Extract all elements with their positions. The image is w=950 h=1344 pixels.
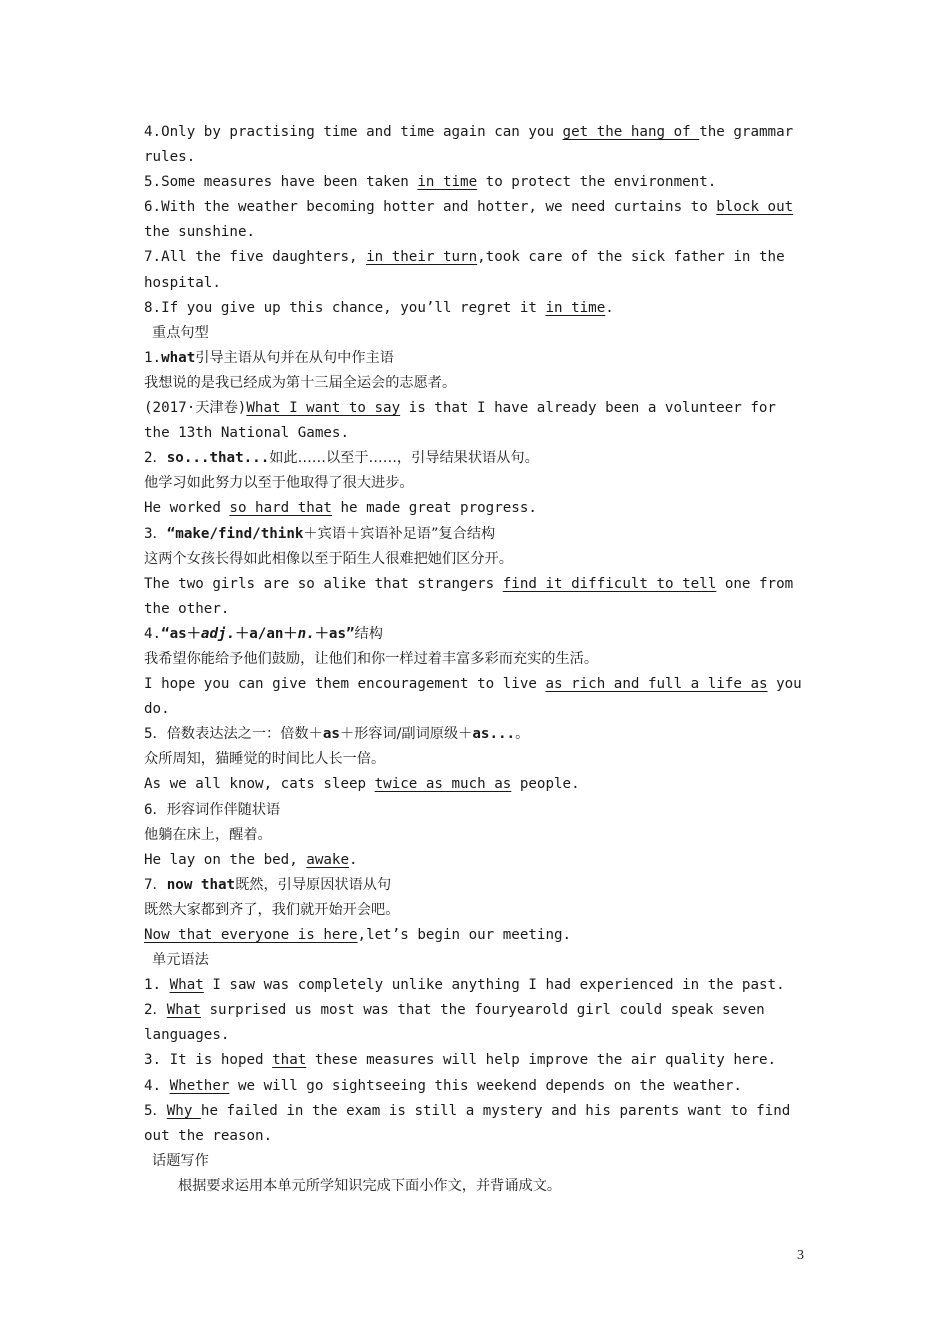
text: ,let’s begin our meeting. [357,927,572,943]
text-line [144,1048,808,1073]
text: (2017·天津卷) [144,400,247,417]
text-line [144,271,808,296]
text-line [144,672,808,697]
text-line [144,396,808,421]
text-line [144,220,808,245]
answer-blank: as rich and full a life as [545,676,768,693]
text-line [144,170,808,195]
text: 2． [144,1002,167,1019]
text: surprised us most was that the fouryearold girl could speak seven [200,1002,765,1019]
text: is that I have already been a volunteer for [400,400,776,417]
text: he failed in the exam is still a mystery and his parents want to find [200,1102,791,1119]
answer-blank: awake [306,851,350,868]
answer-blank: What I want to say [246,400,401,417]
text: to protect the environment. [477,174,717,191]
text: 6.With the weather becoming hotter and hotter, we need curtains to [144,199,717,216]
text-line [144,772,808,797]
text: 1. [144,977,170,994]
chinese-sentence: 他学习如此努力以至于他取得了很大进步。 [144,475,414,492]
chinese-sentence: 既然大家都到齐了，我们就开始开会吧。 [144,901,400,918]
answer-blank: in their turn [366,249,478,266]
answer-blank: get the hang of [562,124,700,140]
text: the sunshine. [144,224,256,241]
text-line [144,697,808,722]
answer-blank: that [272,1052,307,1069]
text: he made great progress. [331,500,537,517]
pattern-heading: 5．倍数表达法之一：倍数＋as＋形容词/副词原级＋as...。 [144,726,530,743]
text-line [144,195,808,220]
text-line [144,496,808,521]
text: As we all know, cats sleep [144,776,375,793]
text: He worked [144,500,230,517]
pattern-heading: 7．now that既然，引导原因状语从句 [144,876,392,893]
chinese-sentence: 这两个女孩长得如此相像以至于陌生人很难把她们区分开。 [144,550,513,567]
page-content [144,120,808,1199]
section-heading: 话题写作 [152,1152,209,1169]
text-line [144,848,808,873]
answer-blank: in time [417,174,478,191]
pattern-heading: 2．so...that...如此……以至于……，引导结果状语从句。 [144,450,539,467]
chinese-sentence: 我想说的是我已经成为第十三届全运会的志愿者。 [144,374,457,391]
text-line [144,120,808,145]
text-line [144,923,808,948]
text-line [144,597,808,622]
text: He lay on the bed, [144,851,307,868]
answer-blank: in time [545,299,606,316]
text: 4. [144,1077,170,1094]
text: . [605,299,614,316]
text-line [144,296,808,321]
text: the 13th National Games. [144,425,349,442]
pattern-heading: 1.what引导主语从句并在从句中作主语 [144,349,394,366]
text: ,took care of the sick father in the [477,249,785,266]
text-line [144,145,808,170]
answer-blank: so hard that [229,500,332,517]
text: I hope you can give them encouragement to live [144,676,546,693]
text: I saw was completely unlike anything I had experienced in the past. [203,977,785,994]
text: these measures will help improve the air quality here. [306,1052,777,1069]
pattern-heading: 4.“as＋adj.＋a/an＋n.＋as”结构 [144,625,383,642]
text: . [349,851,358,868]
text: one from [716,575,794,592]
text-line [144,1023,808,1048]
section-heading: 重点句型 [152,324,209,341]
text: rules. [144,149,196,166]
text-line [144,973,808,998]
text: you [767,676,802,693]
answer-blank: Now that everyone is here [144,927,358,943]
text-line [144,998,808,1023]
text: we will go sightseeing this weekend depends on the weather. [229,1077,742,1094]
text: 3. It is hoped [144,1052,273,1069]
answer-blank: block out [716,199,794,216]
text-line [144,1124,808,1149]
text: 5.Some measures have been taken [144,174,418,191]
text: the other. [144,600,230,617]
text: 5． [144,1102,167,1119]
pattern-heading: 6．形容词作伴随状语 [144,801,281,818]
answer-blank: Why [166,1102,201,1119]
answer-blank: Whether [169,1077,230,1094]
answer-blank: find it difficult to tell [502,575,717,592]
text: 4.Only by practising time and time again can you [144,124,563,140]
answer-blank: What [166,1002,201,1019]
answer-blank: What [169,977,204,994]
text-line [144,572,808,597]
chinese-sentence: 众所周知，猫睡觉的时间比人长一倍。 [144,751,386,768]
section-heading: 单元语法 [152,952,209,969]
text: 8.If you give up this chance, you’ll regret it [144,299,546,316]
text: 7.All the five daughters, [144,249,367,266]
writing-instruction: 根据要求运用本单元所学知识完成下面小作文，并背诵成文。 [178,1177,562,1194]
text: hospital. [144,274,221,291]
text: the grammar [699,124,794,140]
text: people. [511,776,580,793]
text: out the reason. [144,1127,273,1144]
chinese-sentence: 他躺在床上，醒着。 [144,826,272,843]
pattern-heading: 3．“make/find/think＋宾语＋宾语补足语”复合结构 [144,525,496,542]
text-line [144,421,808,446]
answer-blank: twice as much as [374,776,512,793]
text: do. [144,701,170,718]
page-number: 3 [797,1248,804,1263]
text-line [144,1074,808,1099]
text-line [144,245,808,270]
chinese-sentence: 我希望你能给予他们鼓励，让他们和你一样过着丰富多彩而充实的生活。 [144,650,599,667]
text-line [144,1099,808,1124]
text: The two girls are so alike that strangers [144,575,503,592]
text: languages. [144,1027,230,1044]
